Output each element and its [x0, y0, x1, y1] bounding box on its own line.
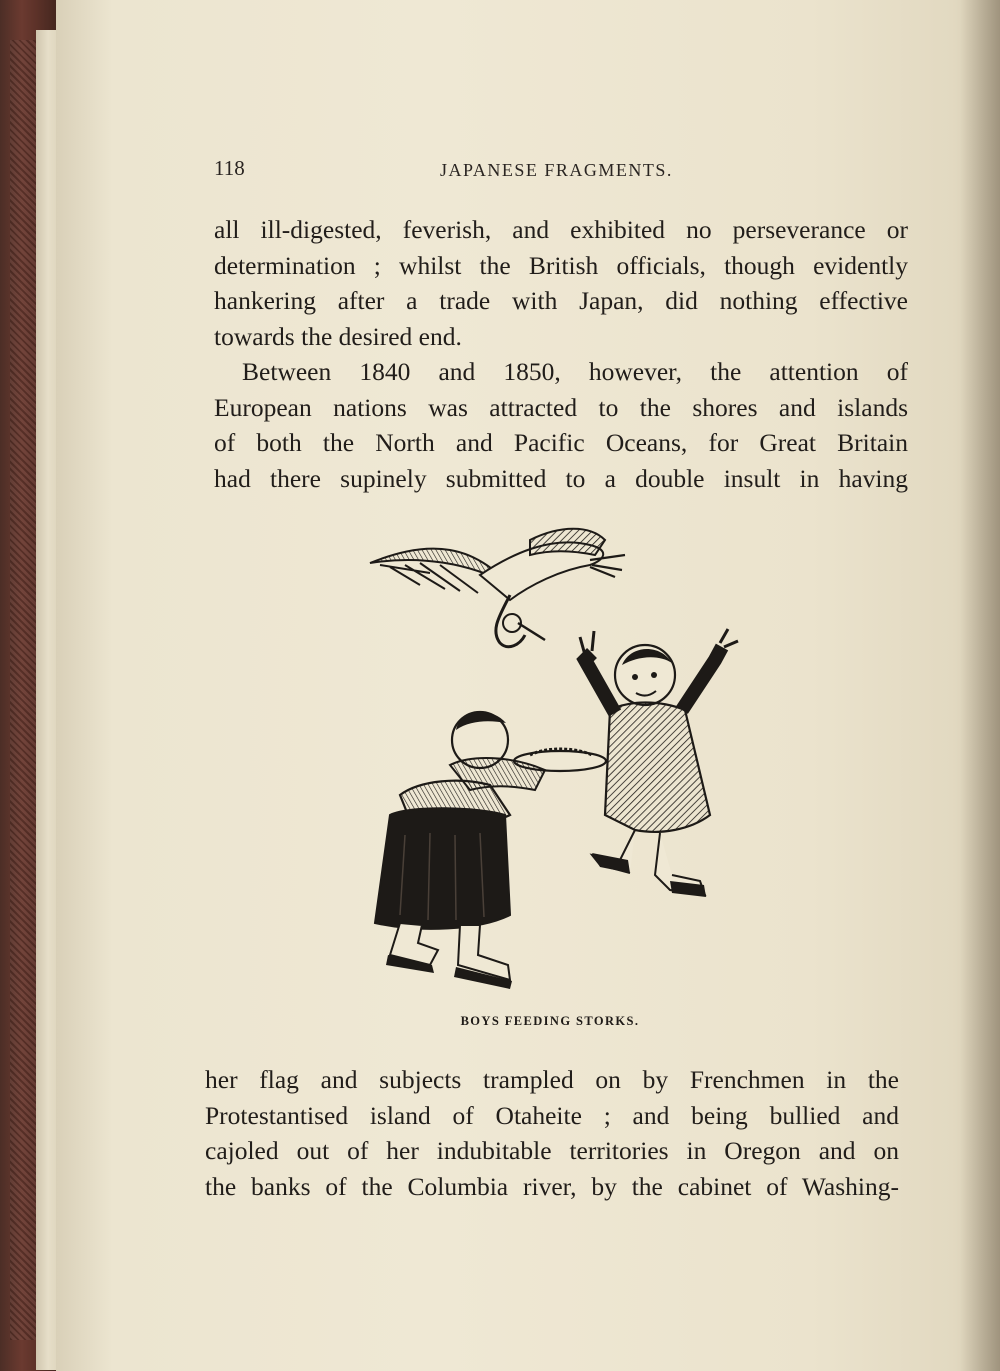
text-line: all ill-digested, feverish, and exhibited no perseverance or	[214, 215, 908, 244]
text-line: of both the North and Pacific Oceans, for Great Britain	[214, 428, 908, 457]
paragraph-bottom	[205, 1062, 899, 1204]
stork-figure	[370, 529, 625, 647]
text-line: Between 1840 and 1850, however, the attention of	[242, 357, 908, 386]
text-line: her flag and subjects trampled on by Frenchmen in the	[205, 1065, 899, 1094]
paragraph-top	[214, 212, 908, 496]
running-head	[214, 156, 914, 186]
text-line: hankering after a trade with Japan, did nothing effective	[214, 286, 908, 315]
text-line: determination ; whilst the British officials, though evidently	[214, 250, 908, 280]
boys-feeding-storks-illustration	[360, 515, 760, 1005]
gutter-shadow	[960, 0, 1000, 1371]
text-line: Protestantised island of Otaheite ; and being bullied and	[205, 1100, 899, 1130]
text-line: cajoled out of her indubitable territories in Oregon and on	[205, 1136, 899, 1165]
text-line: had there supinely submitted to a double insult in having	[214, 463, 908, 493]
text-line: European nations was attracted to the shores and islands	[214, 392, 908, 422]
left-boy-figure	[375, 712, 606, 989]
page-number: 118	[214, 156, 245, 180]
text-line: the banks of the Columbia river, by the cabinet of Washing-	[205, 1171, 899, 1201]
running-title: JAPANESE FRAGMENTS.	[440, 160, 673, 180]
text-line: towards the desired end.	[214, 321, 462, 351]
illustration-caption: BOYS FEEDING STORKS.	[460, 1014, 640, 1028]
